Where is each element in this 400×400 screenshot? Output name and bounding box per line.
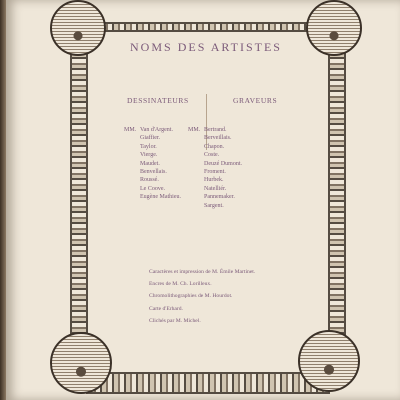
list-item	[124, 151, 181, 159]
list-item	[124, 160, 181, 168]
designer-name: Giaffier.	[140, 135, 161, 142]
engraver-name: Natelliér.	[204, 185, 227, 192]
engraver-name: Coste.	[204, 152, 220, 159]
frame-left-border	[70, 28, 88, 358]
list-item	[188, 134, 242, 142]
page-title: NOMS DES ARTISTES	[130, 40, 282, 54]
list-item	[124, 126, 181, 134]
engravers-list	[188, 126, 242, 210]
list-item	[188, 126, 242, 134]
engraver-name: Hurbek.	[204, 177, 224, 184]
medallion-bottom-right	[298, 330, 360, 392]
list-item	[124, 143, 181, 151]
list-item	[188, 176, 242, 184]
list-item	[188, 151, 242, 159]
list-item	[124, 176, 181, 184]
designer-name: Eugène Mathieu.	[140, 194, 181, 201]
engravers-prefix: MM.	[188, 127, 201, 133]
list-item	[188, 160, 242, 168]
engraver-name: Froment.	[204, 169, 226, 176]
engraver-name: Berveillais.	[204, 135, 232, 142]
frame-top-border	[86, 22, 330, 32]
credit-line: Caractères et impression de M. Émile Martinet.	[149, 269, 256, 275]
designer-name: Maudet.	[140, 160, 160, 167]
credit-line: Encres de M. Ch. Lorilleux.	[149, 281, 212, 288]
designers-list	[124, 126, 181, 202]
frame-bottom-border	[86, 372, 330, 394]
engraver-name: Bertrand.	[204, 127, 227, 133]
designers-prefix: MM.	[124, 127, 137, 133]
engravers-heading: GRAVEURS	[233, 96, 278, 105]
designer-name: Roussé.	[140, 177, 159, 184]
printing-credits	[149, 266, 255, 327]
list-item	[188, 193, 242, 201]
designer-name: Le Coove.	[140, 185, 165, 192]
list-item	[124, 168, 181, 176]
designer-name: Benvellais.	[140, 169, 167, 176]
designer-name: Van d'Argent.	[140, 127, 173, 133]
designers-heading: DESSINATEURS	[127, 96, 189, 105]
list-item	[188, 202, 242, 210]
list-item	[124, 193, 181, 201]
engraver-name: Deuzé Dumont.	[204, 160, 242, 167]
credit-line: Carte d'Erhard.	[149, 305, 183, 312]
list-item	[124, 185, 181, 193]
engraver-name: Sargent.	[204, 202, 224, 209]
list-item	[188, 185, 242, 193]
list-item	[188, 143, 242, 151]
engraver-name: Chapon.	[204, 143, 225, 150]
credit-line: Chromolithographies de M. Hourdot.	[149, 293, 233, 300]
designer-name: Taylor.	[140, 143, 157, 150]
frame-right-border	[328, 28, 346, 358]
book-page	[6, 0, 400, 400]
list-item	[124, 134, 181, 142]
credit-line: Clichés par M. Michel.	[149, 317, 201, 324]
medallion-bottom-left	[50, 332, 112, 394]
designer-name: Vierge.	[140, 152, 158, 159]
engraver-name: Pannemaker.	[204, 194, 235, 201]
list-item	[188, 168, 242, 176]
